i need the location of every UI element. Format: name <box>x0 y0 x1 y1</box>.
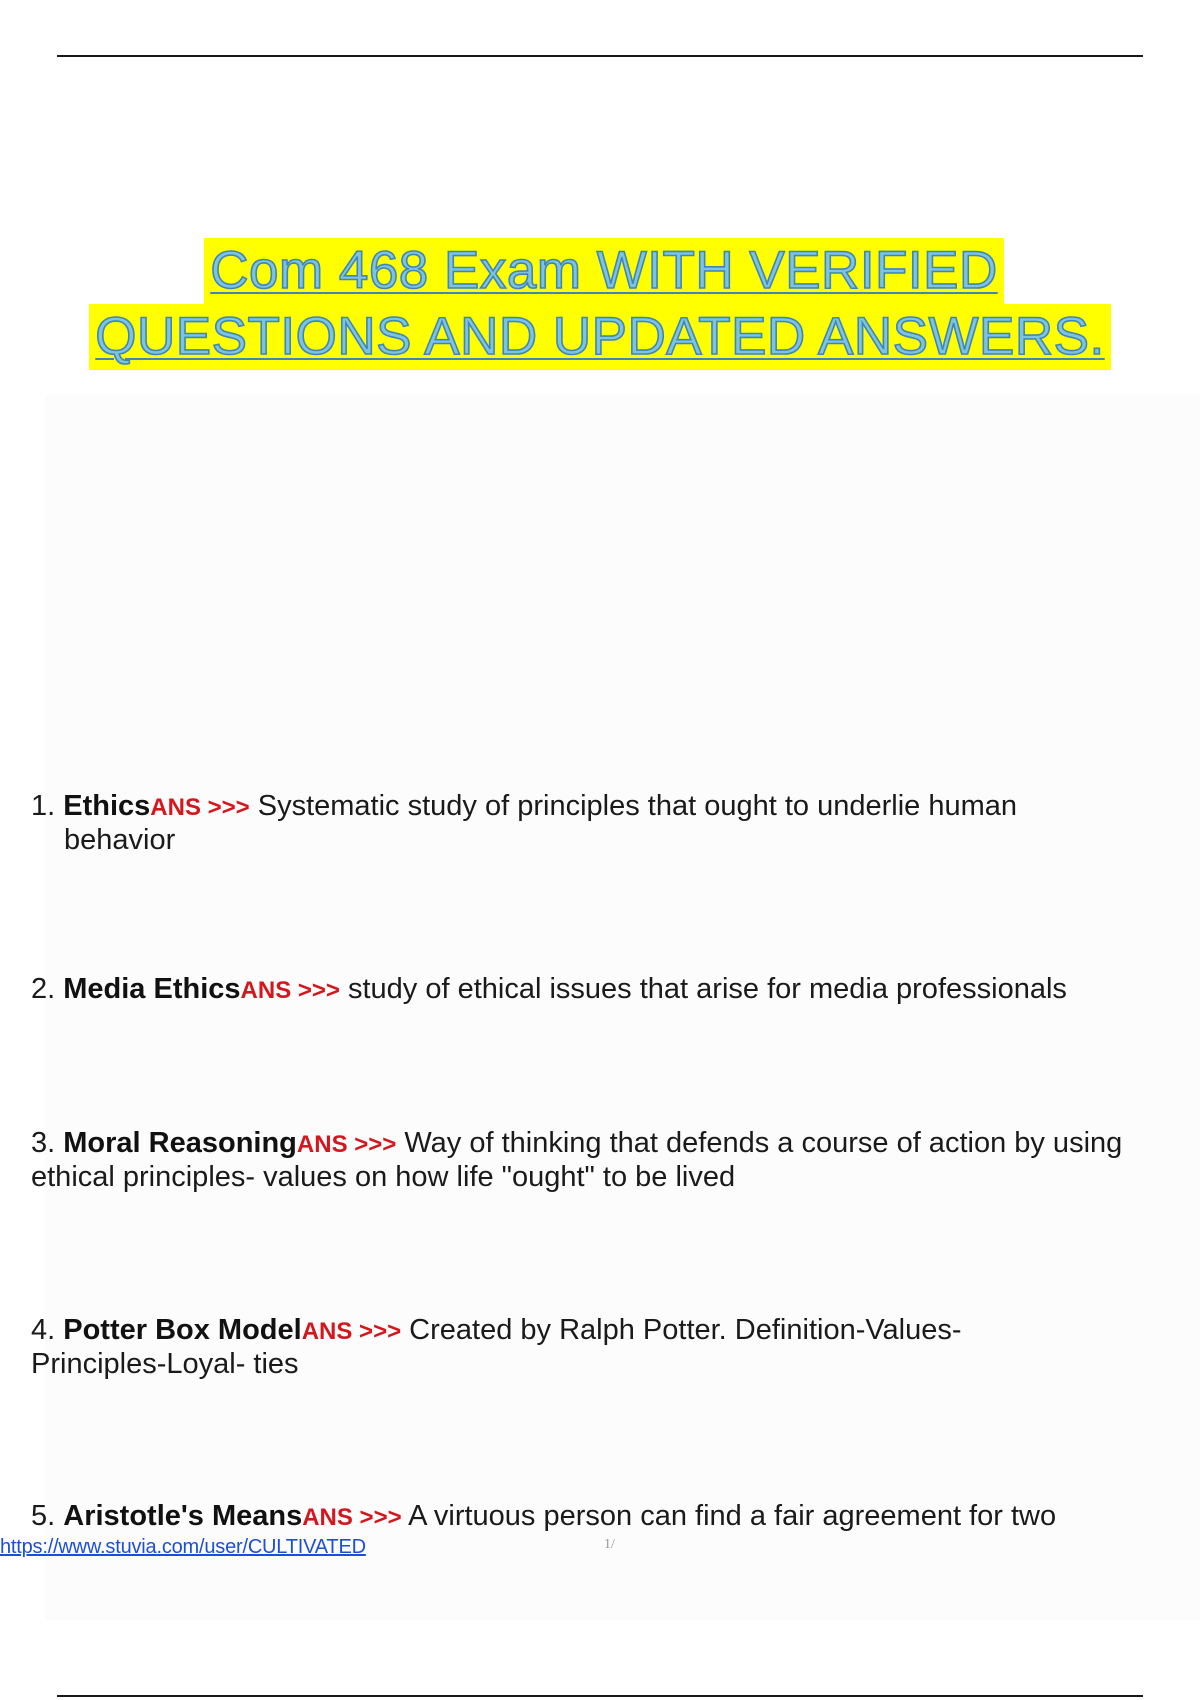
item-definition-continued: behavior <box>64 824 176 856</box>
title-line-1: Com 468 Exam WITH VERIFIED <box>204 238 1004 304</box>
page-number: 1/ <box>604 1537 615 1552</box>
qa-item-5 <box>31 1500 1200 1534</box>
qa-item-1 <box>31 790 1200 856</box>
item-definition: A virtuous person can find a fair agreement for two <box>408 1500 1057 1532</box>
item-definition: Way of thinking that defends a course of action by using <box>404 1127 1123 1159</box>
item-number: 2. <box>31 973 56 1005</box>
item-term: Ethics <box>63 790 151 822</box>
title-line-2: QUESTIONS AND UPDATED ANSWERS. <box>89 304 1110 370</box>
answer-marker: ANS >>> <box>301 1318 402 1345</box>
qa-item-2 <box>31 973 1200 1007</box>
header-rule <box>57 55 1143 57</box>
item-number: 5. <box>31 1500 56 1532</box>
item-definition: Created by Ralph Potter. Definition-Values- <box>409 1314 962 1346</box>
answer-marker: ANS >>> <box>150 794 250 821</box>
footer-rule <box>57 1695 1143 1697</box>
answer-marker: ANS >>> <box>240 977 340 1004</box>
qa-item-3 <box>31 1127 1200 1193</box>
item-number: 1. <box>31 790 56 822</box>
item-term: Moral Reasoning <box>63 1127 297 1159</box>
item-definition: Systematic study of principles that ought to underlie human <box>257 790 1017 822</box>
item-definition-continued: ethical principles- values on how life "ought" to be lived <box>31 1161 736 1193</box>
answer-marker: ANS >>> <box>296 1131 397 1158</box>
item-term: Potter Box Model <box>63 1314 302 1346</box>
footer-source-link[interactable]: https://www.stuvia.com/user/CULTIVATED <box>0 1536 366 1558</box>
item-definition: study of ethical issues that arise for media professionals <box>347 973 1067 1005</box>
item-term: Aristotle's Means <box>63 1500 303 1532</box>
item-number: 3. <box>31 1127 56 1159</box>
page-sheet <box>45 395 1200 1620</box>
answer-marker: ANS >>> <box>302 1504 402 1531</box>
item-definition-continued: Principles-Loyal- ties <box>31 1348 299 1380</box>
document-title <box>0 238 1200 370</box>
item-term: Media Ethics <box>63 973 241 1005</box>
qa-item-4 <box>31 1314 1200 1380</box>
item-number: 4. <box>31 1314 56 1346</box>
